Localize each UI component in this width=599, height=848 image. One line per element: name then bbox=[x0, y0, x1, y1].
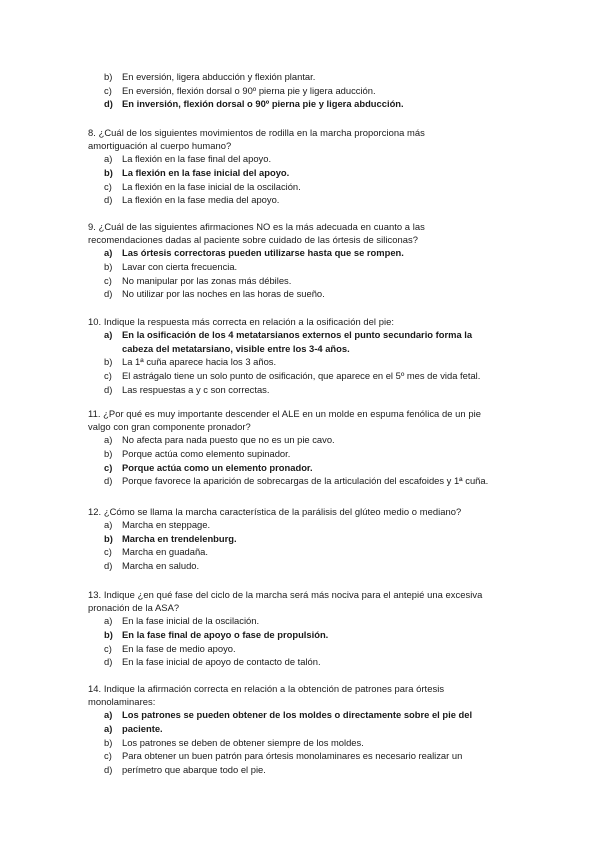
option-text: En eversión, flexión dorsal o 90º pierna pie y ligera aducción. bbox=[122, 84, 376, 96]
option-b-correct bbox=[88, 166, 528, 180]
option-c bbox=[88, 180, 528, 194]
option-text: Marcha en guadaña. bbox=[122, 546, 209, 558]
option-text: En la fase final de apoyo o fase de propulsión. bbox=[122, 629, 329, 640]
option-a bbox=[88, 433, 528, 447]
option-letter: c) bbox=[104, 369, 112, 381]
question-text: 14. Indique la afirmación correcta en relación a la obtención de patrones para órtesis monolaminares: bbox=[88, 683, 445, 708]
option-d bbox=[88, 474, 528, 488]
option-letter: a) bbox=[104, 434, 113, 446]
option-text: Porque favorece la aparición de sobrecargas de la articulación del escafoides y 1ª cuña. bbox=[122, 475, 489, 487]
option-letter: a) bbox=[104, 153, 113, 165]
option-a-continuation bbox=[88, 342, 528, 356]
option-d bbox=[88, 559, 528, 573]
option-d bbox=[88, 383, 528, 397]
option-letter: a) bbox=[104, 329, 113, 341]
option-c bbox=[88, 274, 528, 288]
option-letter: a) bbox=[104, 723, 113, 734]
question-14 bbox=[88, 682, 528, 776]
option-a-correct bbox=[88, 246, 528, 260]
option-b bbox=[88, 447, 528, 461]
option-text: Marcha en trendelenburg. bbox=[122, 532, 237, 544]
option-letter: b) bbox=[104, 356, 113, 368]
question-text: 10. Indique la respuesta más correcta en relación a la osificación del pie: bbox=[88, 316, 395, 327]
question-text: 12. ¿Cómo se llama la marcha característica de la parálisis del glúteo medio o mediano? bbox=[88, 506, 462, 517]
option-text: En inversión, flexión dorsal o 90º pierna pie y ligera abducción. bbox=[122, 98, 404, 110]
option-letter: d) bbox=[104, 656, 113, 668]
option-text: En la fase de medio apoyo. bbox=[122, 642, 236, 654]
question-10 bbox=[88, 315, 528, 396]
option-text: Para obtener un buen patrón para órtesis monolaminares es necesario realizar un bbox=[122, 750, 463, 762]
option-text: En la fase inicial de apoyo de contacto de talón. bbox=[122, 656, 321, 668]
option-letter: d) bbox=[104, 194, 113, 206]
option-text: En eversión, ligera abducción y flexión plantar. bbox=[122, 71, 316, 82]
option-letter: a) bbox=[104, 709, 113, 721]
option-letter: c) bbox=[104, 274, 112, 286]
question-text: 9. ¿Cuál de las siguientes afirmaciones NO es la más adecuada en cuanto a las recomendaciones dadas al paciente sobre cuidado de las órtesis de siliconas? bbox=[88, 221, 425, 246]
option-text: La flexión en la fase final del apoyo. bbox=[122, 153, 272, 165]
option-a-correct bbox=[88, 328, 528, 342]
option-letter: c) bbox=[104, 461, 113, 473]
option-letter: b) bbox=[104, 448, 113, 459]
option-letter: b) bbox=[104, 261, 113, 272]
option-letter: d) bbox=[104, 288, 113, 300]
option-letter: a) bbox=[104, 519, 113, 531]
option-text: Marcha en steppage. bbox=[122, 519, 211, 531]
question-9 bbox=[88, 220, 528, 301]
option-text: La flexión en la fase inicial de la oscilación. bbox=[122, 180, 301, 192]
question-8 bbox=[88, 126, 528, 207]
option-text: Los patrones se pueden obtener de los moldes o directamente sobre el pie del bbox=[122, 709, 473, 721]
option-text: No manipular por las zonas más débiles. bbox=[122, 274, 292, 286]
option-letter: c) bbox=[104, 546, 112, 558]
option-d bbox=[88, 655, 528, 669]
question-text: 8. ¿Cuál de los siguientes movimientos de rodilla en la marcha proporciona más amortiguación al cuerpo humano? bbox=[88, 127, 425, 152]
option-c bbox=[88, 545, 528, 559]
question-11 bbox=[88, 407, 528, 488]
option-text: Las respuestas a y c son correctas. bbox=[122, 383, 270, 395]
option-text: La flexión en la fase inicial del apoyo. bbox=[122, 167, 290, 178]
option-text: En la osificación de los 4 metatarsianos externos el punto secundario forma la bbox=[122, 329, 473, 341]
question-text: 13. Indique ¿en qué fase del ciclo de la marcha será más nociva para el antepié una excesiva pronación de la ASA? bbox=[88, 589, 483, 614]
option-text: Las órtesis correctoras pueden utilizarse hasta que se rompen. bbox=[122, 247, 404, 259]
option-letter: d) bbox=[104, 763, 113, 775]
option-text: Lavar con cierta frecuencia. bbox=[122, 261, 238, 272]
question-7 bbox=[88, 70, 528, 111]
option-a bbox=[88, 614, 528, 628]
option-d bbox=[88, 193, 528, 207]
option-text: No utilizar por las noches en las horas de sueño. bbox=[122, 288, 325, 300]
option-letter: c) bbox=[104, 180, 112, 192]
option-b bbox=[88, 355, 528, 369]
option-a bbox=[88, 152, 528, 166]
option-b bbox=[88, 70, 528, 84]
option-a-continuation bbox=[88, 722, 528, 736]
option-c-correct bbox=[88, 461, 528, 475]
option-text: No afecta para nada puesto que no es un pie cavo. bbox=[122, 434, 335, 446]
option-letter: b) bbox=[104, 736, 113, 748]
option-letter: d) bbox=[104, 383, 113, 395]
option-letter: b) bbox=[104, 629, 113, 640]
option-text: Porque actúa como un elemento pronador. bbox=[122, 461, 313, 473]
option-b bbox=[88, 736, 528, 750]
option-text: El astrágalo tiene un solo punto de osificación, que aparece en el 5º mes de vida fetal. bbox=[122, 369, 481, 381]
option-letter: d) bbox=[104, 98, 113, 110]
option-c bbox=[88, 642, 528, 656]
option-text: cabeza del metatarsiano, visible entre los 3-4 años. bbox=[122, 342, 350, 354]
option-letter: b) bbox=[104, 167, 113, 178]
option-letter: a) bbox=[104, 615, 113, 627]
question-12 bbox=[88, 505, 528, 573]
option-b-correct bbox=[88, 532, 528, 546]
option-c bbox=[88, 369, 528, 383]
option-letter: d) bbox=[104, 559, 113, 571]
option-a bbox=[88, 518, 528, 532]
option-text: La 1ª cuña aparece hacia los 3 años. bbox=[122, 356, 277, 368]
option-d bbox=[88, 287, 528, 301]
question-text: 11. ¿Por qué es muy importante descender el ALE en un molde en espuma fenólica de un pie valgo con gran componente pronador? bbox=[88, 408, 482, 433]
question-13 bbox=[88, 588, 528, 669]
option-letter: d) bbox=[104, 475, 113, 487]
option-b bbox=[88, 260, 528, 274]
option-d bbox=[88, 763, 528, 777]
option-letter: b) bbox=[104, 532, 113, 544]
option-text: Los patrones se deben de obtener siempre de los moldes. bbox=[122, 736, 364, 748]
option-text: Porque actúa como elemento supinador. bbox=[122, 448, 291, 459]
option-text: Marcha en saludo. bbox=[122, 559, 200, 571]
option-d-correct bbox=[88, 97, 528, 111]
option-letter: a) bbox=[104, 247, 113, 259]
option-letter: c) bbox=[104, 84, 112, 96]
option-letter: b) bbox=[104, 71, 113, 82]
option-letter: c) bbox=[104, 750, 112, 762]
option-c bbox=[88, 84, 528, 98]
option-b-correct bbox=[88, 628, 528, 642]
option-text: En la fase inicial de la oscilación. bbox=[122, 615, 260, 627]
option-text: perímetro que abarque todo el pie. bbox=[122, 763, 266, 775]
option-letter: c) bbox=[104, 642, 112, 654]
option-c bbox=[88, 749, 528, 763]
option-text: paciente. bbox=[122, 723, 163, 734]
option-text: La flexión en la fase media del apoyo. bbox=[122, 194, 280, 206]
option-a-correct bbox=[88, 708, 528, 722]
